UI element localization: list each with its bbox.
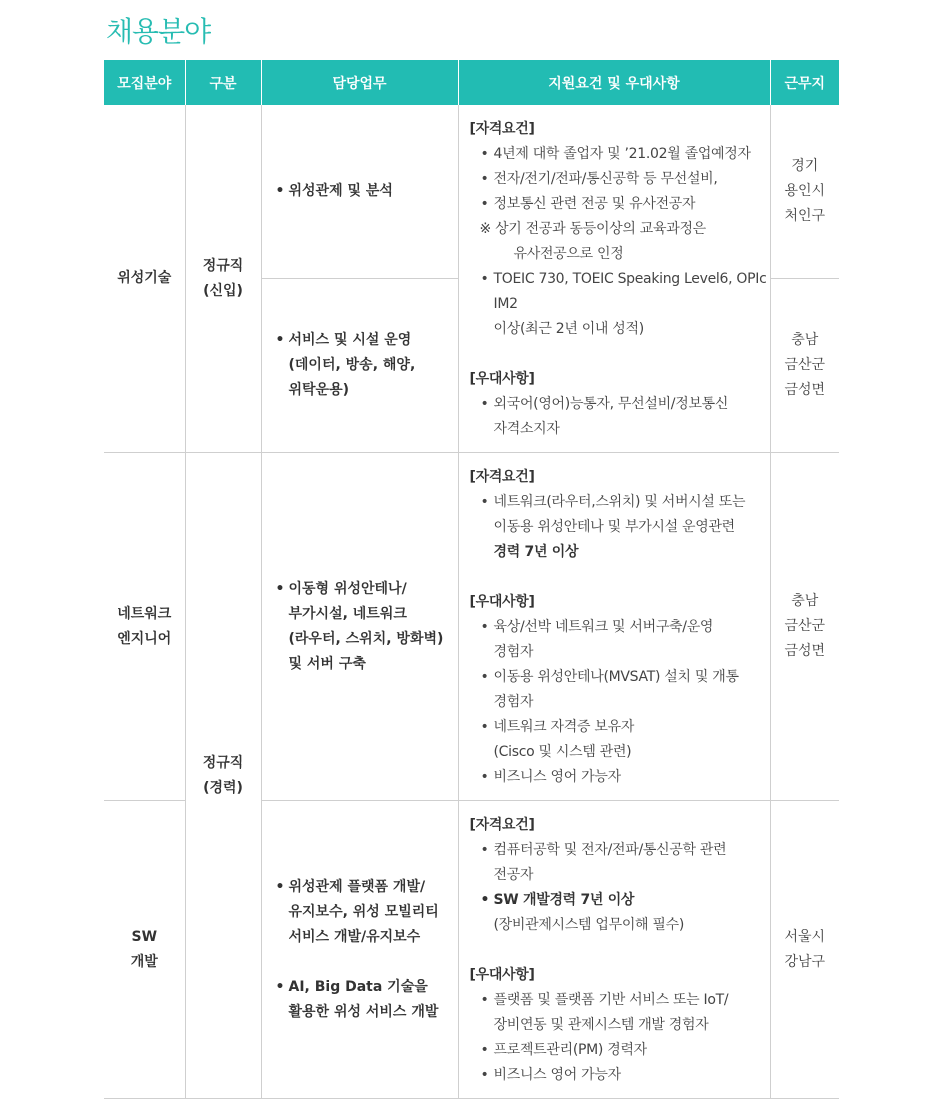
pref-item: • 육상/선박 네트워크 및 서버구축/운영 xyxy=(480,619,714,635)
duty-line: 서비스 개발/유지보수 xyxy=(288,928,421,945)
location-line: 금산군 xyxy=(784,618,826,634)
duty-line: (데이터, 방송, 해양, xyxy=(288,356,416,373)
type-cell-new xyxy=(185,105,261,453)
pref-section-title: [우대사항] xyxy=(469,594,535,610)
pref-section-title: [우대사항] xyxy=(469,967,535,983)
type-cell-experienced xyxy=(185,453,261,1099)
duty-line: • 위성관제 및 분석 xyxy=(275,182,393,199)
location-line: 금성면 xyxy=(784,381,826,398)
field-cell-satellite xyxy=(104,105,185,453)
req-item: • TOEIC 730, TOEIC Speaking Level6, OPIc IM2 xyxy=(480,271,767,312)
location-line: 강남구 xyxy=(784,953,826,970)
duty-line: • 서비스 및 시설 운영 xyxy=(275,331,412,348)
pref-item: • 이동용 위성안테나(MVSAT) 설치 및 개통 xyxy=(480,669,739,685)
requirements-cell xyxy=(458,801,770,1099)
duty-line: (라우터, 스위치, 방화벽) xyxy=(288,630,444,647)
duty-cell xyxy=(261,105,458,278)
location-cell xyxy=(770,105,839,278)
field-label: 엔지니어 xyxy=(117,630,172,647)
header-location: 근무지 xyxy=(770,60,839,105)
location-line: 금산군 xyxy=(784,356,826,373)
pref-item-cont: 장비연동 및 관제시스템 개발 경험자 xyxy=(493,1017,709,1033)
location-line: 충남 xyxy=(791,331,819,348)
duty-line: 유지보수, 위성 모빌리티 xyxy=(288,903,439,920)
duty-line: • 위성관제 플랫폼 개발/ xyxy=(275,878,426,895)
field-cell-network xyxy=(104,453,185,801)
type-label: 정규직 xyxy=(202,754,244,771)
req-section-title: [자격요건] xyxy=(469,469,535,485)
page-title: 채용분야 xyxy=(106,15,211,48)
pref-item-cont: (Cisco 및 시스템 관련) xyxy=(493,744,632,760)
req-section-title: [자격요건] xyxy=(469,121,535,137)
location-cell xyxy=(770,278,839,452)
duty-line: 및 서버 구축 xyxy=(288,655,366,672)
recruitment-table xyxy=(104,60,839,1099)
type-label: 정규직 xyxy=(202,257,244,274)
type-sublabel: (신입) xyxy=(203,282,243,299)
table-header-row xyxy=(104,60,839,105)
req-item: • 네트워크(라우터,스위치) 및 서버시설 또는 xyxy=(480,494,746,510)
pref-section-title: [우대사항] xyxy=(469,371,535,387)
location-line: 용인시 xyxy=(784,182,826,199)
duty-cell xyxy=(261,453,458,801)
duty-line: 부가시설, 네트워크 xyxy=(288,605,407,622)
req-item: • 컴퓨터공학 및 전자/전파/통신공학 관련 xyxy=(480,842,727,858)
req-note-cont: 유사전공으로 인정 xyxy=(513,246,624,262)
req-item: • 전자/전기/전파/통신공학 등 무선설비, xyxy=(480,171,718,187)
pref-item: • 외국어(영어)능통자, 무선설비/정보통신 xyxy=(480,396,729,412)
req-item-cont: 경력 7년 이상 xyxy=(493,544,579,560)
duty-cell xyxy=(261,801,458,1099)
req-item-cont: (장비관제시스템 업무이해 필수) xyxy=(493,917,685,933)
req-item: • 정보통신 관련 전공 및 유사전공자 xyxy=(480,196,696,212)
table-row xyxy=(104,453,839,801)
pref-item: • 네트워크 자격증 보유자 xyxy=(480,719,635,735)
pref-item: • 플랫폼 및 플랫폼 기반 서비스 또는 IoT/ xyxy=(480,992,729,1008)
table-row xyxy=(104,105,839,278)
duty-cell xyxy=(261,278,458,452)
req-item: • SW 개발경력 7년 이상 xyxy=(480,892,635,908)
pref-item: • 비즈니스 영어 가능자 xyxy=(480,1067,621,1083)
req-note: ※ 상기 전공과 동등이상의 교육과정은 xyxy=(479,221,706,237)
pref-item-cont: 자격소지자 xyxy=(493,421,560,437)
field-label: 네트워크 xyxy=(117,605,172,622)
pref-item: • 프로젝트관리(PM) 경력자 xyxy=(480,1042,647,1058)
location-cell xyxy=(770,801,839,1099)
location-line: 처인구 xyxy=(784,207,826,224)
req-item-cont: 이상(최근 2년 이내 성적) xyxy=(493,321,644,337)
field-label: 위성기술 xyxy=(117,270,172,286)
pref-item-cont: 경험자 xyxy=(493,694,534,710)
location-line: 금성면 xyxy=(784,643,826,659)
field-cell-sw xyxy=(104,801,185,1099)
location-cell xyxy=(770,453,839,801)
pref-item: • 비즈니스 영어 가능자 xyxy=(480,769,621,785)
duty-line: 활용한 위성 서비스 개발 xyxy=(288,1003,439,1020)
location-line: 경기 xyxy=(791,157,819,174)
location-line: 서울시 xyxy=(784,928,826,945)
field-label: 개발 xyxy=(130,953,158,970)
header-duty: 담당업무 xyxy=(261,60,458,105)
header-requirements: 지원요건 및 우대사항 xyxy=(458,60,770,105)
req-item-cont: 전공자 xyxy=(493,867,534,883)
requirements-cell xyxy=(458,105,770,453)
req-item-cont: 이동용 위성안테나 및 부가시설 운영관련 xyxy=(493,519,735,535)
requirements-cell xyxy=(458,453,770,801)
req-section-title: [자격요건] xyxy=(469,817,535,833)
duty-line: • AI, Big Data 기술을 xyxy=(275,978,428,995)
header-field: 모집분야 xyxy=(104,60,185,105)
header-type: 구분 xyxy=(185,60,261,105)
type-sublabel: (경력) xyxy=(203,779,243,796)
duty-line: 위탁운용) xyxy=(288,381,349,398)
field-label: SW xyxy=(131,928,158,945)
duty-line: • 이동형 위성안테나/ xyxy=(275,580,407,597)
req-item: • 4년제 대학 졸업자 및 ’21.02월 졸업예정자 xyxy=(480,146,751,162)
pref-item-cont: 경험자 xyxy=(493,644,534,660)
location-line: 충남 xyxy=(791,593,819,609)
